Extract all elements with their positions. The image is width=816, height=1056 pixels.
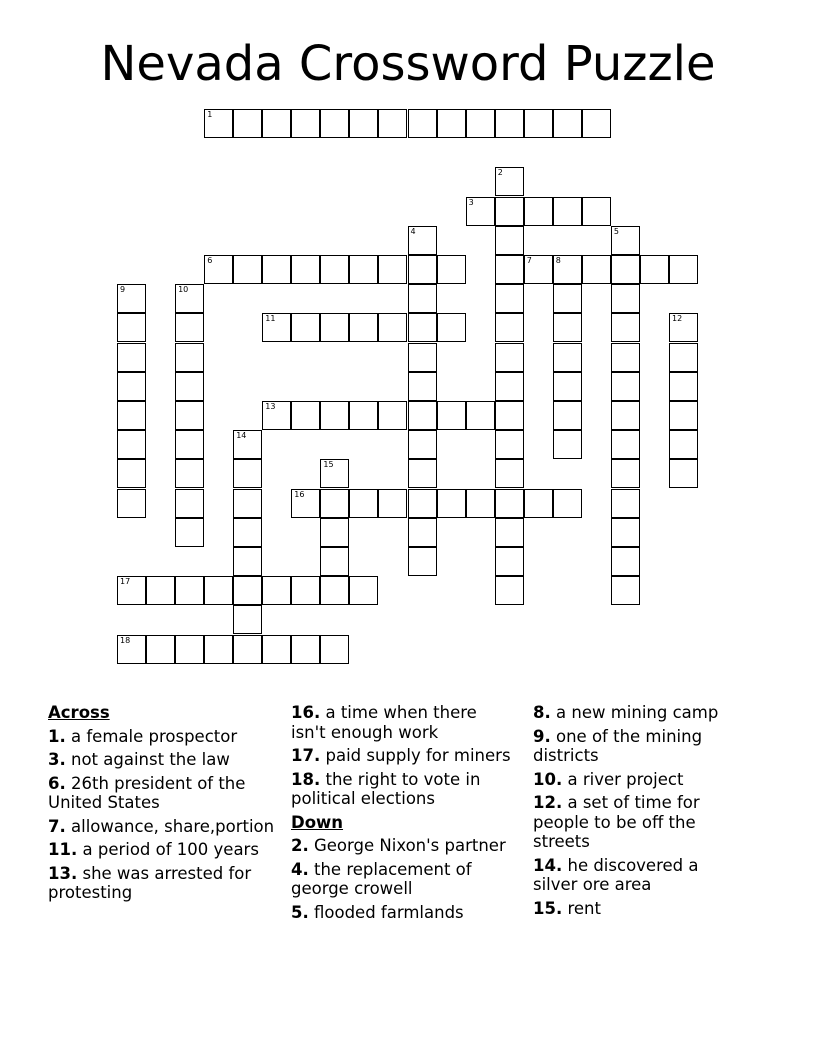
down-header: Down xyxy=(291,812,344,832)
grid-cell[interactable] xyxy=(146,635,175,664)
grid-cell[interactable] xyxy=(495,372,524,401)
grid-cell[interactable] xyxy=(408,547,437,576)
clue-number: 6 xyxy=(207,256,213,265)
grid-cell[interactable] xyxy=(291,576,320,605)
grid-cell[interactable] xyxy=(117,313,146,342)
clue-across-3: 3. not against the law xyxy=(48,750,230,769)
clue-across-18: 18. the right to vote in political elections xyxy=(291,769,481,808)
grid-cell[interactable] xyxy=(117,401,146,430)
grid-cell[interactable] xyxy=(320,459,349,488)
grid-cell[interactable] xyxy=(553,372,582,401)
grid-cell[interactable] xyxy=(233,255,262,284)
grid-cell[interactable] xyxy=(466,401,495,430)
grid-cell[interactable] xyxy=(408,313,437,342)
grid-cell[interactable] xyxy=(466,109,495,138)
grid-cell[interactable] xyxy=(553,430,582,459)
grid-cell[interactable] xyxy=(611,489,640,518)
clue-down-5: 5. flooded farmlands xyxy=(291,902,464,922)
grid-cell[interactable] xyxy=(611,547,640,576)
clues-column-2 xyxy=(291,703,513,926)
grid-cell[interactable] xyxy=(524,109,553,138)
grid-cell[interactable] xyxy=(233,489,262,518)
grid-cell[interactable] xyxy=(437,401,466,430)
clue-number: 3 xyxy=(468,197,474,207)
grid-cell[interactable] xyxy=(233,430,262,459)
grid-cell[interactable] xyxy=(320,576,349,605)
grid-cell[interactable] xyxy=(437,255,466,284)
grid-cell[interactable] xyxy=(669,459,698,488)
grid-cell[interactable] xyxy=(495,547,524,576)
grid-cell[interactable] xyxy=(320,401,349,430)
grid-cell[interactable] xyxy=(553,401,582,430)
grid-cell[interactable] xyxy=(320,547,349,576)
grid-cell[interactable] xyxy=(320,109,349,138)
grid-cell[interactable] xyxy=(117,489,146,518)
grid-cell[interactable] xyxy=(378,255,407,284)
grid-cell[interactable] xyxy=(611,430,640,459)
grid-cell[interactable] xyxy=(611,401,640,430)
grid-cell[interactable] xyxy=(408,343,437,372)
grid-cell[interactable] xyxy=(408,284,437,313)
grid-cell[interactable] xyxy=(204,255,233,284)
grid-cell[interactable] xyxy=(320,313,349,342)
grid-cell[interactable] xyxy=(611,313,640,342)
grid-cell[interactable] xyxy=(524,489,553,518)
grid-cell[interactable] xyxy=(408,518,437,547)
grid-cell[interactable] xyxy=(146,576,175,605)
clue-across-13: 13. she was arrested for protesting xyxy=(48,863,252,902)
clue-across-11: 11. a period of 100 years xyxy=(48,840,259,859)
grid-cell[interactable] xyxy=(408,459,437,488)
grid-cell[interactable] xyxy=(378,313,407,342)
clue-across-7: 7. allowance, share,portion xyxy=(48,816,275,836)
grid-cell[interactable] xyxy=(320,635,349,664)
grid-cell[interactable] xyxy=(669,255,698,284)
grid-cell[interactable] xyxy=(495,197,524,226)
clue-down-15: 15. rent xyxy=(533,898,601,918)
grid-cell[interactable] xyxy=(495,284,524,313)
clue-down-12: 12. a set of time for people to be off the streets xyxy=(533,793,700,851)
grid-cell[interactable] xyxy=(524,197,553,226)
grid-cell[interactable] xyxy=(175,489,204,518)
clue-number: 14 xyxy=(236,431,247,441)
grid-cell[interactable] xyxy=(175,430,204,459)
grid-cell[interactable] xyxy=(117,343,146,372)
grid-cell[interactable] xyxy=(553,313,582,342)
clue-number: 11 xyxy=(265,314,276,324)
grid-cell[interactable] xyxy=(553,197,582,226)
grid-cell[interactable] xyxy=(553,489,582,518)
grid-cell[interactable] xyxy=(611,459,640,488)
clue-down-9: 9. one of the mining districts xyxy=(533,726,703,765)
grid-cell[interactable] xyxy=(495,576,524,605)
grid-cell[interactable] xyxy=(262,401,291,430)
grid-cell[interactable] xyxy=(378,489,407,518)
clue-number: 2 xyxy=(497,168,503,178)
grid-cell[interactable] xyxy=(204,576,233,605)
clue-down-10: 10. a river project xyxy=(533,769,684,789)
clue-number: 7 xyxy=(526,256,532,265)
grid-cell[interactable] xyxy=(291,109,320,138)
grid-cell[interactable] xyxy=(408,109,437,138)
clue-number: 9 xyxy=(120,285,126,295)
grid-cell[interactable] xyxy=(262,635,291,664)
grid-cell[interactable] xyxy=(669,313,698,342)
grid-cell[interactable] xyxy=(669,401,698,430)
clue-down-8: 8. a new mining camp xyxy=(533,703,719,722)
grid-cell[interactable] xyxy=(175,635,204,664)
clues-column-1 xyxy=(48,703,280,907)
grid-cell[interactable] xyxy=(466,489,495,518)
grid-cell[interactable] xyxy=(349,489,378,518)
across-header: Across xyxy=(48,703,110,722)
grid-cell[interactable] xyxy=(262,576,291,605)
grid-cell[interactable] xyxy=(175,284,204,313)
grid-cell[interactable] xyxy=(408,489,437,518)
grid-cell[interactable] xyxy=(349,109,378,138)
grid-cell[interactable] xyxy=(408,255,437,284)
clue-number: 16 xyxy=(294,489,305,499)
grid-cell[interactable] xyxy=(553,284,582,313)
grid-cell[interactable] xyxy=(378,401,407,430)
grid-cell[interactable] xyxy=(291,401,320,430)
page-title: Nevada Crossword Puzzle xyxy=(100,36,716,92)
grid-cell[interactable] xyxy=(582,197,611,226)
grid-cell[interactable] xyxy=(437,489,466,518)
grid-cell[interactable] xyxy=(495,430,524,459)
grid-cell[interactable] xyxy=(611,343,640,372)
clue-across-16: 16. a time when there isn't enough work xyxy=(291,703,477,742)
grid-cell[interactable] xyxy=(495,401,524,430)
clues-column-3 xyxy=(533,703,733,922)
grid-cell[interactable] xyxy=(495,167,524,196)
clue-number: 15 xyxy=(323,460,334,470)
grid-cell[interactable] xyxy=(175,343,204,372)
clue-number: 5 xyxy=(613,226,619,236)
clue-number: 13 xyxy=(265,402,276,411)
grid-cell[interactable] xyxy=(582,255,611,284)
grid-cell[interactable] xyxy=(495,489,524,518)
grid-cell[interactable] xyxy=(262,313,291,342)
clue-number: 12 xyxy=(672,314,683,324)
grid-cell[interactable] xyxy=(669,343,698,372)
grid-cell[interactable] xyxy=(466,197,495,226)
grid-cell[interactable] xyxy=(233,459,262,488)
grid-cell[interactable] xyxy=(408,226,437,255)
grid-cell[interactable] xyxy=(291,635,320,664)
grid-cell[interactable] xyxy=(349,576,378,605)
grid-cell[interactable] xyxy=(553,343,582,372)
grid-cell[interactable] xyxy=(669,372,698,401)
grid-cell[interactable] xyxy=(117,576,146,605)
grid-cell[interactable] xyxy=(349,255,378,284)
grid-cell[interactable] xyxy=(495,109,524,138)
grid-cell[interactable] xyxy=(117,430,146,459)
grid-cell[interactable] xyxy=(553,109,582,138)
grid-cell[interactable] xyxy=(233,635,262,664)
grid-cell[interactable] xyxy=(204,109,233,138)
grid-cell[interactable] xyxy=(117,635,146,664)
grid-cell[interactable] xyxy=(495,226,524,255)
grid-cell[interactable] xyxy=(495,518,524,547)
grid-cell[interactable] xyxy=(117,284,146,313)
grid-cell[interactable] xyxy=(117,372,146,401)
grid-cell[interactable] xyxy=(233,605,262,634)
clue-number: 10 xyxy=(178,285,189,295)
grid-cell[interactable] xyxy=(320,489,349,518)
grid-cell[interactable] xyxy=(117,459,146,488)
grid-cell[interactable] xyxy=(175,459,204,488)
grid-cell[interactable] xyxy=(291,313,320,342)
grid-cell[interactable] xyxy=(175,313,204,342)
grid-cell[interactable] xyxy=(495,255,524,284)
grid-cell[interactable] xyxy=(175,401,204,430)
grid-cell[interactable] xyxy=(349,313,378,342)
clue-down-4: 4. the replacement of george crowell xyxy=(291,859,472,898)
grid-cell[interactable] xyxy=(320,255,349,284)
clue-across-1: 1. a female prospector xyxy=(48,726,238,746)
grid-cell[interactable] xyxy=(495,459,524,488)
grid-cell[interactable] xyxy=(611,518,640,547)
grid-cell[interactable] xyxy=(408,430,437,459)
grid-cell[interactable] xyxy=(495,313,524,342)
grid-cell[interactable] xyxy=(582,109,611,138)
grid-cell[interactable] xyxy=(553,255,582,284)
clue-number: 1 xyxy=(207,110,213,119)
clue-down-14: 14. he discovered a silver ore area xyxy=(533,855,699,894)
grid-cell[interactable] xyxy=(175,576,204,605)
grid-cell[interactable] xyxy=(233,547,262,576)
grid-cell[interactable] xyxy=(669,430,698,459)
grid-cell[interactable] xyxy=(408,372,437,401)
grid-cell[interactable] xyxy=(204,635,233,664)
clue-down-2: 2. George Nixon's partner xyxy=(291,836,506,855)
clue-across-6: 6. 26th president of the United States xyxy=(48,773,246,812)
clue-number: 4 xyxy=(410,226,416,236)
grid-cell[interactable] xyxy=(408,401,437,430)
grid-cell[interactable] xyxy=(233,576,262,605)
clue-across-17: 17. paid supply for miners xyxy=(291,746,511,765)
grid-cell[interactable] xyxy=(291,255,320,284)
grid-cell[interactable] xyxy=(524,255,553,284)
grid-cell[interactable] xyxy=(233,518,262,547)
grid-cell[interactable] xyxy=(611,226,640,255)
grid-cell[interactable] xyxy=(611,255,640,284)
grid-cell[interactable] xyxy=(437,313,466,342)
grid-cell[interactable] xyxy=(495,343,524,372)
grid-cell[interactable] xyxy=(349,401,378,430)
grid-cell[interactable] xyxy=(611,372,640,401)
grid-cell[interactable] xyxy=(378,109,407,138)
grid-cell[interactable] xyxy=(437,109,466,138)
grid-cell[interactable] xyxy=(262,109,291,138)
clue-number: 17 xyxy=(120,577,131,587)
grid-cell[interactable] xyxy=(291,489,320,518)
grid-cell[interactable] xyxy=(320,518,349,547)
grid-cell[interactable] xyxy=(175,518,204,547)
clue-number: 8 xyxy=(555,256,561,265)
grid-cell[interactable] xyxy=(233,109,262,138)
clue-number: 18 xyxy=(120,635,131,645)
grid-cell[interactable] xyxy=(611,284,640,313)
grid-cell[interactable] xyxy=(640,255,669,284)
grid-cell[interactable] xyxy=(611,576,640,605)
grid-cell[interactable] xyxy=(262,255,291,284)
grid-cell[interactable] xyxy=(175,372,204,401)
